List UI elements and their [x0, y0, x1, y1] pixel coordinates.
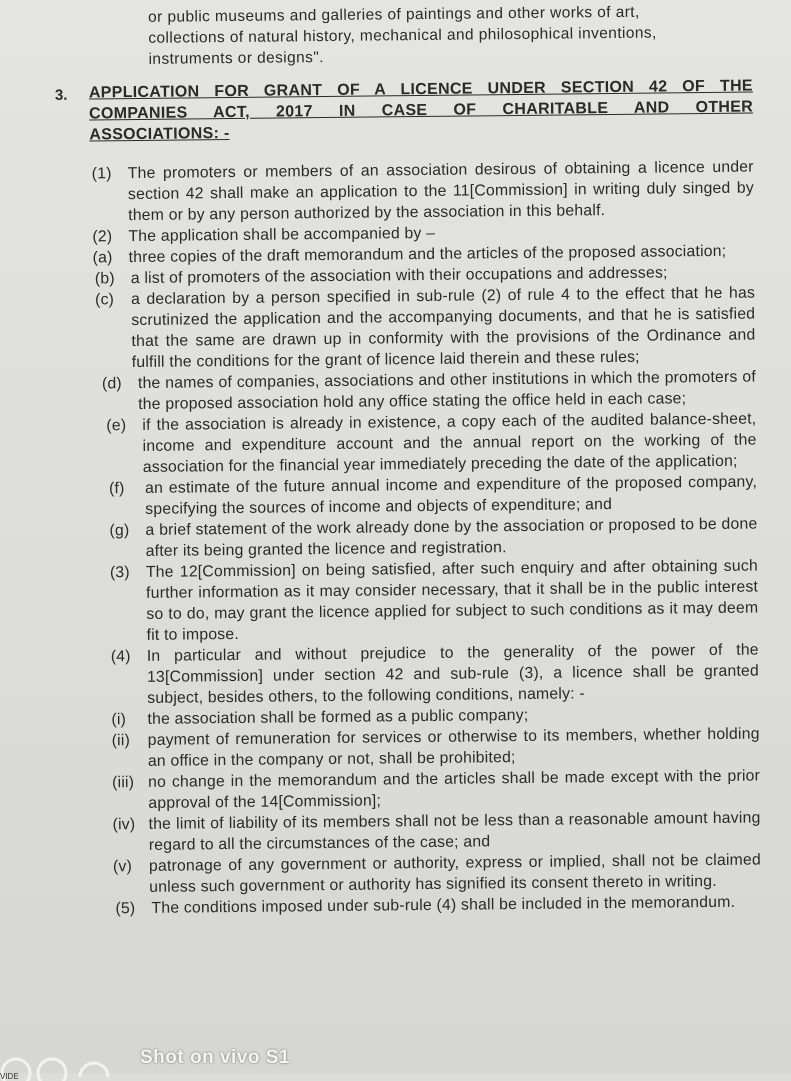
section-heading	[41, 76, 754, 146]
list-item	[102, 367, 756, 416]
item-text: patronage of any government or authority, express or implied, shall not be claimed unless such government or authority has signified its consent thereto in writing.	[148, 851, 762, 896]
item-label: (2)	[92, 228, 113, 246]
item-text: if the association is already in existence, a copy each of the audited balance-sheet, income and expenditure account and the annual report on the working of the association for the financial year immediately preceding the date of the application;	[142, 410, 757, 476]
list-item	[109, 472, 757, 521]
list-item	[106, 409, 757, 479]
item-label: (b)	[94, 270, 115, 288]
item-text: no change in the memorandum and the articles shall be made except with the prior approval of the 14[Commission];	[148, 767, 761, 812]
list-item	[109, 514, 757, 563]
item-label: (e)	[106, 417, 127, 435]
item-text: In particular and without prejudice to the generality of the power of the 13[Commission] under section 42 and sub-rule (3), a licence shall be granted subject, besides others, to the following conditions, namely: -	[146, 641, 760, 707]
vivo-logo-icon	[0, 1047, 130, 1081]
item-label: (a)	[92, 249, 113, 267]
rule-items-list	[42, 157, 762, 920]
section-number: 3.	[54, 86, 68, 104]
item-label: (c)	[94, 291, 115, 309]
item-label: (d)	[101, 375, 122, 393]
item-label: (5)	[115, 900, 136, 918]
intro-line: or public museums and galleries of paintings and other works of art,	[148, 3, 640, 26]
item-text: the limit of liability of its members shall not be less than a reasonable amount having regard to all the circumstances of the case; and	[148, 809, 761, 854]
list-item	[113, 849, 761, 898]
intro-line: instruments or designs".	[148, 49, 324, 68]
item-label: (i)	[111, 711, 127, 729]
section-title-line: ASSOCIATIONS: -	[89, 125, 230, 144]
intro-line: collections of natural history, mechanical and philosophical inventions,	[148, 24, 657, 47]
item-text: a brief statement of the work already done by the association or proposed to be done after its being granted the licence and registration.	[145, 515, 758, 560]
item-label: (ii)	[111, 732, 131, 750]
item-text: three copies of the draft memorandum and the articles of the proposed association;	[128, 242, 727, 267]
item-text: the names of companies, associations and other institutions in which the promoters of the proposed association hold any office stating the office held in each case;	[137, 368, 756, 413]
item-label: (4)	[110, 648, 131, 666]
vivo-logo-text: VIDE	[0, 1072, 19, 1081]
list-item	[112, 766, 760, 815]
list-item	[95, 283, 756, 374]
camera-watermark-bar	[0, 1047, 791, 1081]
item-text: The promoters or members of an association desirous of obtaining a licence under section 42 shall make an application to the 11[Commission] in writing duly singed by them or by any person authorized by the association in this behalf.	[127, 158, 755, 225]
list-item	[112, 807, 760, 856]
list-item	[92, 157, 755, 227]
item-label: (1)	[91, 165, 112, 183]
intro-paragraph	[148, 1, 753, 70]
item-label: (iv)	[112, 816, 136, 834]
document-body	[40, 1, 762, 920]
item-text: The 12[Commission] on being satisfied, after such enquiry and after obtaining such further information as it may consider necessary, that it shall be in the public interest so to do, may grant the licence applied for subject to such conditions as it may deem fit to impose.	[145, 557, 759, 644]
section-title-line: COMPANIES ACT, 2017 IN CASE OF CHARITABLE AND OTHER	[89, 98, 754, 123]
section-title	[89, 76, 754, 146]
list-item	[110, 556, 759, 647]
item-label: (3)	[109, 564, 130, 582]
item-label: (g)	[109, 522, 130, 540]
item-text: a declaration by a person specified in sub-rule (2) of rule 4 to the effect that he has scrutinized the application and the accompanying documents, and that he is satisfied that the same are drawn up in conformity with the provisions of the Ordinance and fulfill the conditions for the grant of licence laid therein and these rules;	[130, 284, 756, 372]
item-text: The conditions imposed under sub-rule (4) shall be included in the memorandum.	[151, 893, 736, 917]
item-text: payment of remuneration for services or otherwise to its members, whether holding an office in the company or not, shall be prohibited;	[147, 725, 760, 770]
list-item	[112, 724, 760, 773]
item-label: (iii)	[112, 774, 135, 792]
item-text: an estimate of the future annual income and expenditure of the proposed company, specifying the sources of income and objects of expenditure; and	[144, 473, 758, 518]
watermark-text: Shot on vivo S1	[140, 1047, 291, 1068]
item-label: (v)	[112, 858, 133, 876]
list-item	[111, 640, 760, 710]
item-text: The application shall be accompanied by –	[128, 224, 436, 246]
item-text: the association shall be formed as a public company;	[147, 706, 529, 728]
item-text: a list of promoters of the association with their occupations and addresses;	[130, 264, 668, 288]
section-title-line: APPLICATION FOR GRANT OF A LICENCE UNDER SECTION 42 OF THE	[88, 77, 753, 102]
item-label: (f)	[108, 480, 125, 498]
